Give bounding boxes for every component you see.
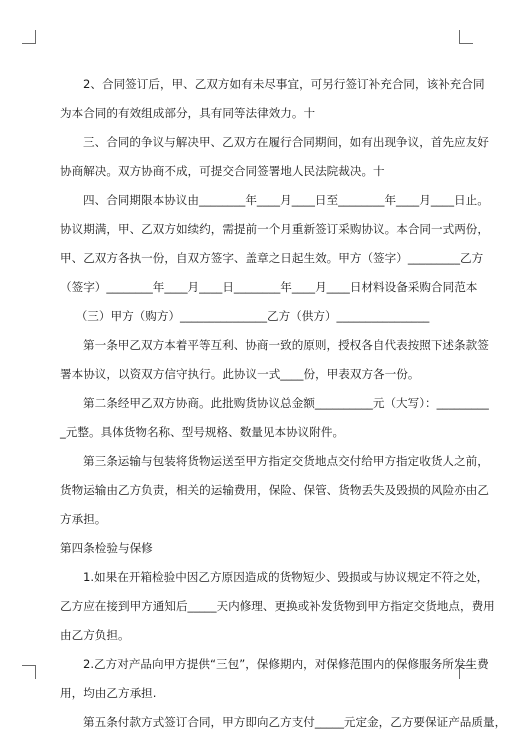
text-line: 第二条经甲乙双方协商。此批购货协议总金额__________元（大写）：_________: [83, 396, 489, 410]
text-line: 为本合同的有效组成部分，具有同等法律效力。十: [60, 106, 316, 120]
text-line: _元整。具体货物名称、型号规格、数量见本协议附件。: [60, 425, 345, 439]
text-line: 甲、乙双方各执一份，自双方签字、盖章之日起生效。甲方（签字）_________乙方: [60, 251, 484, 265]
text-line: 乙方应在接到甲方通知后_____天内修理、更换或补发货物到甲方指定交货地点，费用: [60, 599, 495, 613]
crop-mark-bottom-left: [22, 665, 36, 679]
text-line: 方承担。: [60, 512, 107, 526]
text-line: 由乙方负担。: [60, 628, 130, 642]
text-line: 2、合同签订后，甲、乙双方如有未尽事宜，可另行签订补充合同，该补充合同: [83, 77, 485, 91]
text-line: 2.乙方对产品向甲方提供“三包”，保修期内，对保修范围内的保修服务所发生费: [83, 657, 489, 671]
text-line: 第五条付款方式签订合同，甲方即向乙方支付_____元定金，乙方要保证产品质量，: [83, 715, 506, 729]
text-line: 协商解决。双方协商不成，可提交合同签署地人民法院裁决。十: [60, 164, 385, 178]
text-line: 第一条甲乙双方本着平等互利、协商一致的原则，授权各自代表按照下述条款签: [83, 338, 489, 352]
contract-body: [60, 70, 506, 737]
text-line: 协议期满，甲、乙双方如续约，需提前一个月重新签订采购协议。本合同一式两份，: [60, 222, 489, 236]
crop-mark-top-left: [22, 30, 36, 44]
section-heading: 第四条检验与保修: [60, 541, 153, 555]
text-line: 用，均由乙方承担.: [60, 686, 157, 700]
text-line: （三）甲方（购方）_______________乙方（供方）________________: [75, 309, 430, 323]
crop-mark-top-right: [459, 30, 473, 44]
text-line: 第三条运输与包装将货物运送至甲方指定交货地点交付给甲方指定收货人之前，: [83, 454, 489, 468]
text-line: 货物运输由乙方负责，相关的运输费用，保险、保管、货物丢失及毁损的风险亦由乙: [60, 483, 489, 497]
text-line: （签字）________年____月____日________年____月____日材料设备采购合同范本: [60, 280, 478, 294]
text-line: 三、合同的争议与解决甲、乙双方在履行合同期间，如有出现争议，首先应友好: [83, 135, 489, 149]
text-line: 四、合同期限本协议由________年____月____日至________年____月____日止。: [83, 193, 489, 207]
text-line: 署本协议，以资双方信守执行。此协议一式____份，甲表双方各一份。: [60, 367, 420, 381]
text-line: 1.如果在开箱检验中因乙方原因造成的货物短少、毁损或与协议规定不符之处，: [83, 570, 489, 584]
